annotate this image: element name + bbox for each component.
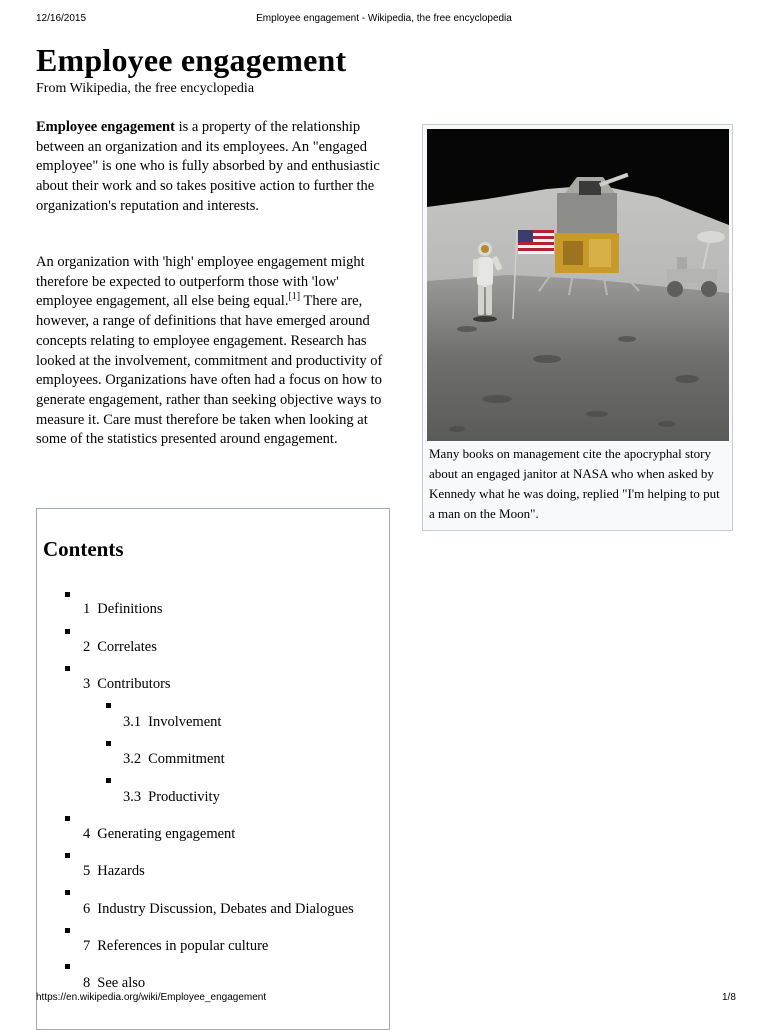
toc-bullet (65, 928, 70, 933)
intro-text-2a: An organization with 'high' employee engagement might therefore be expected to outperform those with 'low' employee engagement, all else being equal. (36, 254, 365, 310)
toc-title: Contents (43, 537, 124, 561)
print-page-title: Employee engagement - Wikipedia, the free encyclopedia (256, 13, 512, 24)
toc-bullet (106, 703, 111, 708)
toc-item-hazards[interactable]: 5 Hazards (83, 863, 145, 879)
toc-item-see-also[interactable]: 8 See also (83, 975, 146, 991)
page-title: Employee engagement (36, 42, 347, 78)
toc-item-definitions[interactable]: 1 Definitions (83, 601, 163, 617)
toc-item-commitment[interactable]: 3.2 Commitment (123, 751, 225, 767)
toc-item-industry-discussion[interactable]: 6 Industry Discussion, Debates and Dialogues (83, 901, 354, 917)
reference-link[interactable]: [1] (288, 291, 301, 303)
intro-paragraph-2 (36, 253, 398, 450)
toc-bullet (65, 890, 70, 895)
toc-item-involvement[interactable]: 3.1 Involvement (123, 714, 222, 730)
toc-bullet (106, 778, 111, 783)
lead-term: Employee engagement (36, 119, 175, 135)
table-of-contents (36, 508, 390, 1030)
page-subtitle: From Wikipedia, the free encyclopedia (36, 81, 255, 96)
intro-text-1: is a property of the relationship between an organization and its employees. An "engaged employee" is one who is fully absorbed by and enthusiastic about their work and so takes positive action to further the organization's reputation and interests. (36, 119, 380, 214)
toc-item-correlates[interactable]: 2 Correlates (83, 639, 157, 655)
intro-paragraph-1 (36, 118, 398, 217)
thumbnail-figure (422, 124, 733, 531)
toc-item-productivity[interactable]: 3.3 Productivity (123, 789, 220, 805)
print-url: https://en.wikipedia.org/wiki/Employee_engagement (36, 992, 267, 1003)
toc-bullet (65, 666, 70, 671)
toc-bullet (65, 964, 70, 969)
figure-caption: Many books on management cite the apocryphal story about an engaged janitor at NASA who when asked by Kennedy what he was doing, replied "I'm helping to put a man on the Moon". (429, 446, 720, 521)
print-date: 12/16/2015 (36, 13, 87, 24)
moon-landing-photo[interactable] (427, 129, 729, 441)
toc-item-generating-engagement[interactable]: 4 Generating engagement (83, 826, 236, 842)
toc-bullet (65, 816, 70, 821)
print-page-number: 1/8 (722, 992, 736, 1003)
toc-item-contributors[interactable]: 3 Contributors (83, 676, 171, 692)
toc-item-references-popular-culture[interactable]: 7 References in popular culture (83, 938, 269, 954)
intro-text-2b: There are, however, a range of definitions that have emerged around concepts relating to employee engagement. Research has looked at the involvement, commitment and productivity of employees. Organizations have often had a focus on how to generate engagement, rather than seeking objective ways to measure it. Care must therefore be taken when looking at some of the statistics presented around engagement. (36, 293, 383, 448)
toc-bullet (65, 629, 70, 634)
toc-bullet (106, 741, 111, 746)
toc-bullet (65, 853, 70, 858)
toc-bullet (65, 592, 70, 597)
